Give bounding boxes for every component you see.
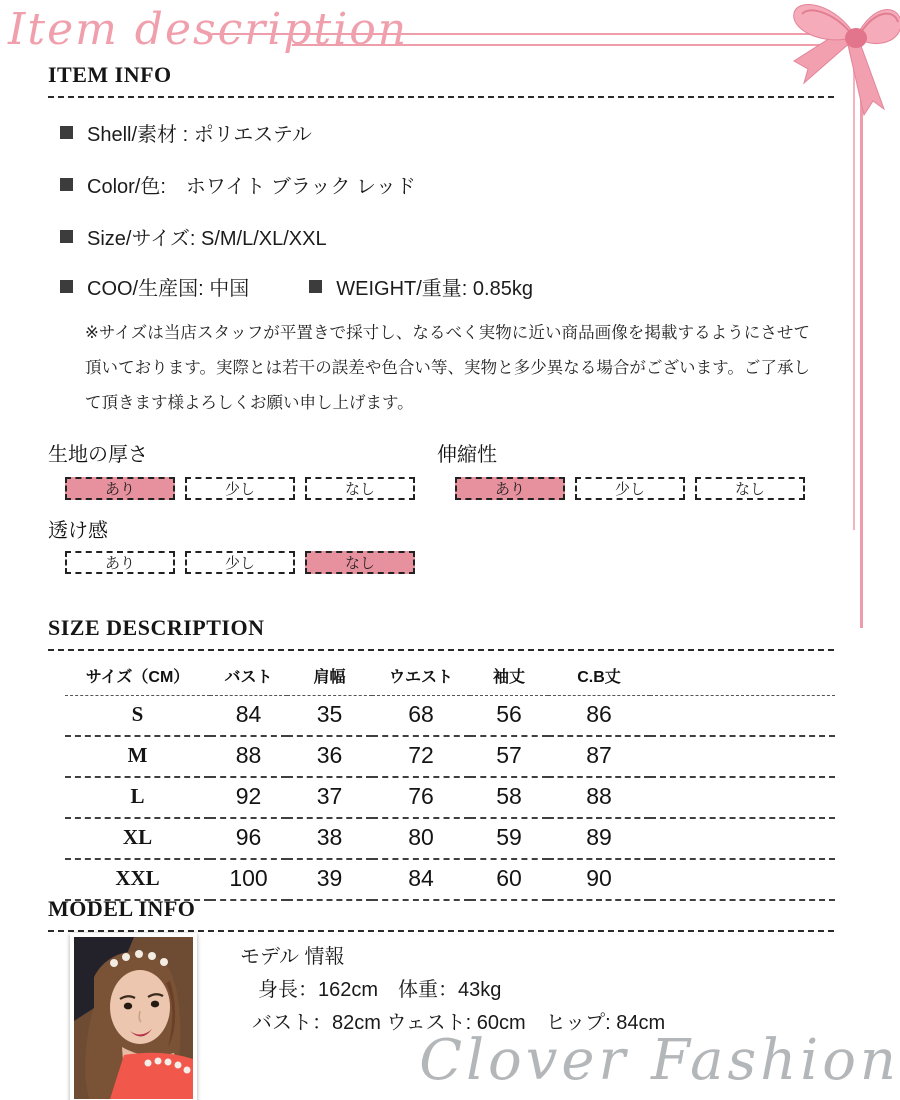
size-value: 76	[372, 777, 470, 818]
size-text: Size/サイズ: S/M/L/XL/XXL	[87, 228, 327, 250]
size-label: S	[65, 696, 210, 737]
option-box: あり	[455, 477, 565, 500]
size-value: 86	[548, 696, 650, 737]
option-box: 少し	[185, 477, 295, 500]
size-value: 36	[287, 736, 372, 777]
size-value	[650, 818, 835, 859]
size-value: 87	[548, 736, 650, 777]
size-value: 72	[372, 736, 470, 777]
size-table-header	[65, 658, 835, 696]
col-size: サイズ（CM）	[65, 658, 210, 696]
bullet-color	[60, 170, 416, 199]
size-label: M	[65, 736, 210, 777]
size-value: 35	[287, 696, 372, 737]
page-title: Item description	[8, 4, 409, 55]
size-value: 39	[287, 859, 372, 900]
size-label: XXL	[65, 859, 210, 900]
weight-text: WEIGHT/重量: 0.85kg	[336, 278, 533, 300]
bullet-size	[60, 222, 327, 251]
size-label: XL	[65, 818, 210, 859]
size-value: 59	[470, 818, 548, 859]
sheerness-options	[65, 551, 415, 574]
col-filler	[650, 658, 835, 696]
size-value: 56	[470, 696, 548, 737]
bullet-coo-weight	[60, 272, 533, 301]
model-measurements: バスト：82cm ウェスト: 60cm ヒップ: 84cm	[252, 1012, 666, 1034]
col-cb-length: C.B丈	[548, 658, 650, 696]
size-value: 92	[210, 777, 287, 818]
size-value	[650, 696, 835, 737]
option-box: あり	[65, 551, 175, 574]
shell-text: Shell/素材 : ポリエステル	[87, 124, 312, 146]
size-value: 38	[287, 818, 372, 859]
bullet-square-icon	[60, 178, 73, 191]
coo-text: COO/生産国: 中国	[87, 278, 250, 300]
side-line-thick	[860, 60, 863, 628]
size-value: 90	[548, 859, 650, 900]
size-table-body	[65, 696, 835, 901]
option-box: なし	[305, 551, 415, 574]
col-shoulder: 肩幅	[287, 658, 372, 696]
model-info-heading: MODEL INFO	[48, 896, 196, 921]
size-value	[650, 777, 835, 818]
size-value: 96	[210, 818, 287, 859]
bullet-square-icon	[60, 230, 73, 243]
model-info-rule	[48, 930, 834, 932]
size-value: 84	[210, 696, 287, 737]
item-info-rule	[48, 96, 834, 98]
option-box: 少し	[575, 477, 685, 500]
size-description-heading: SIZE DESCRIPTION	[48, 615, 265, 640]
model-height-weight: 身長：162cm 体重：43kg	[258, 979, 502, 1001]
size-table-row	[65, 736, 835, 777]
size-value: 89	[548, 818, 650, 859]
stretch-label: 伸縮性	[437, 444, 497, 466]
thickness-options	[65, 477, 415, 500]
bullet-square-icon	[60, 126, 73, 139]
size-description-rule	[48, 649, 834, 651]
size-label: L	[65, 777, 210, 818]
brand-watermark: Clover Fashion	[419, 1028, 900, 1093]
size-value: 84	[372, 859, 470, 900]
option-box: なし	[695, 477, 805, 500]
col-waist: ウエスト	[372, 658, 470, 696]
size-value: 60	[470, 859, 548, 900]
size-value: 68	[372, 696, 470, 737]
option-box: なし	[305, 477, 415, 500]
sheerness-label: 透け感	[48, 520, 108, 542]
stretch-options	[455, 477, 805, 500]
size-table-row	[65, 859, 835, 900]
color-text: Color/色: ホワイト ブラック レッド	[87, 176, 416, 198]
size-value: 57	[470, 736, 548, 777]
size-table	[65, 658, 835, 901]
size-value: 58	[470, 777, 548, 818]
size-value: 100	[210, 859, 287, 900]
col-sleeve: 袖丈	[470, 658, 548, 696]
thickness-label: 生地の厚さ	[48, 444, 148, 466]
size-value: 88	[548, 777, 650, 818]
size-value: 80	[372, 818, 470, 859]
model-title: モデル 情報	[240, 946, 345, 968]
model-photo	[70, 933, 197, 1100]
size-table-row	[65, 777, 835, 818]
option-box: 少し	[185, 551, 295, 574]
size-table-row	[65, 696, 835, 737]
size-table-row	[65, 818, 835, 859]
side-line-thin	[853, 60, 855, 530]
bullet-square-icon	[60, 280, 73, 293]
size-value: 88	[210, 736, 287, 777]
item-info-heading: ITEM INFO	[48, 62, 172, 87]
size-value	[650, 859, 835, 900]
measurement-note: ※サイズは当店スタッフが平置きで採寸し、なるべく実物に近い商品画像を掲載するようにさせて頂いております。実際とは若干の誤差や色合い等、実物と多少異なる場合がございます。ご了承して頂きます様よろしくお願い申し上げます。	[85, 324, 810, 412]
bullet-square-icon	[309, 280, 322, 293]
size-value	[650, 736, 835, 777]
size-value: 37	[287, 777, 372, 818]
col-bust: バスト	[210, 658, 287, 696]
bullet-shell	[60, 118, 312, 147]
option-box: あり	[65, 477, 175, 500]
ribbon-bow-icon	[770, 0, 900, 126]
